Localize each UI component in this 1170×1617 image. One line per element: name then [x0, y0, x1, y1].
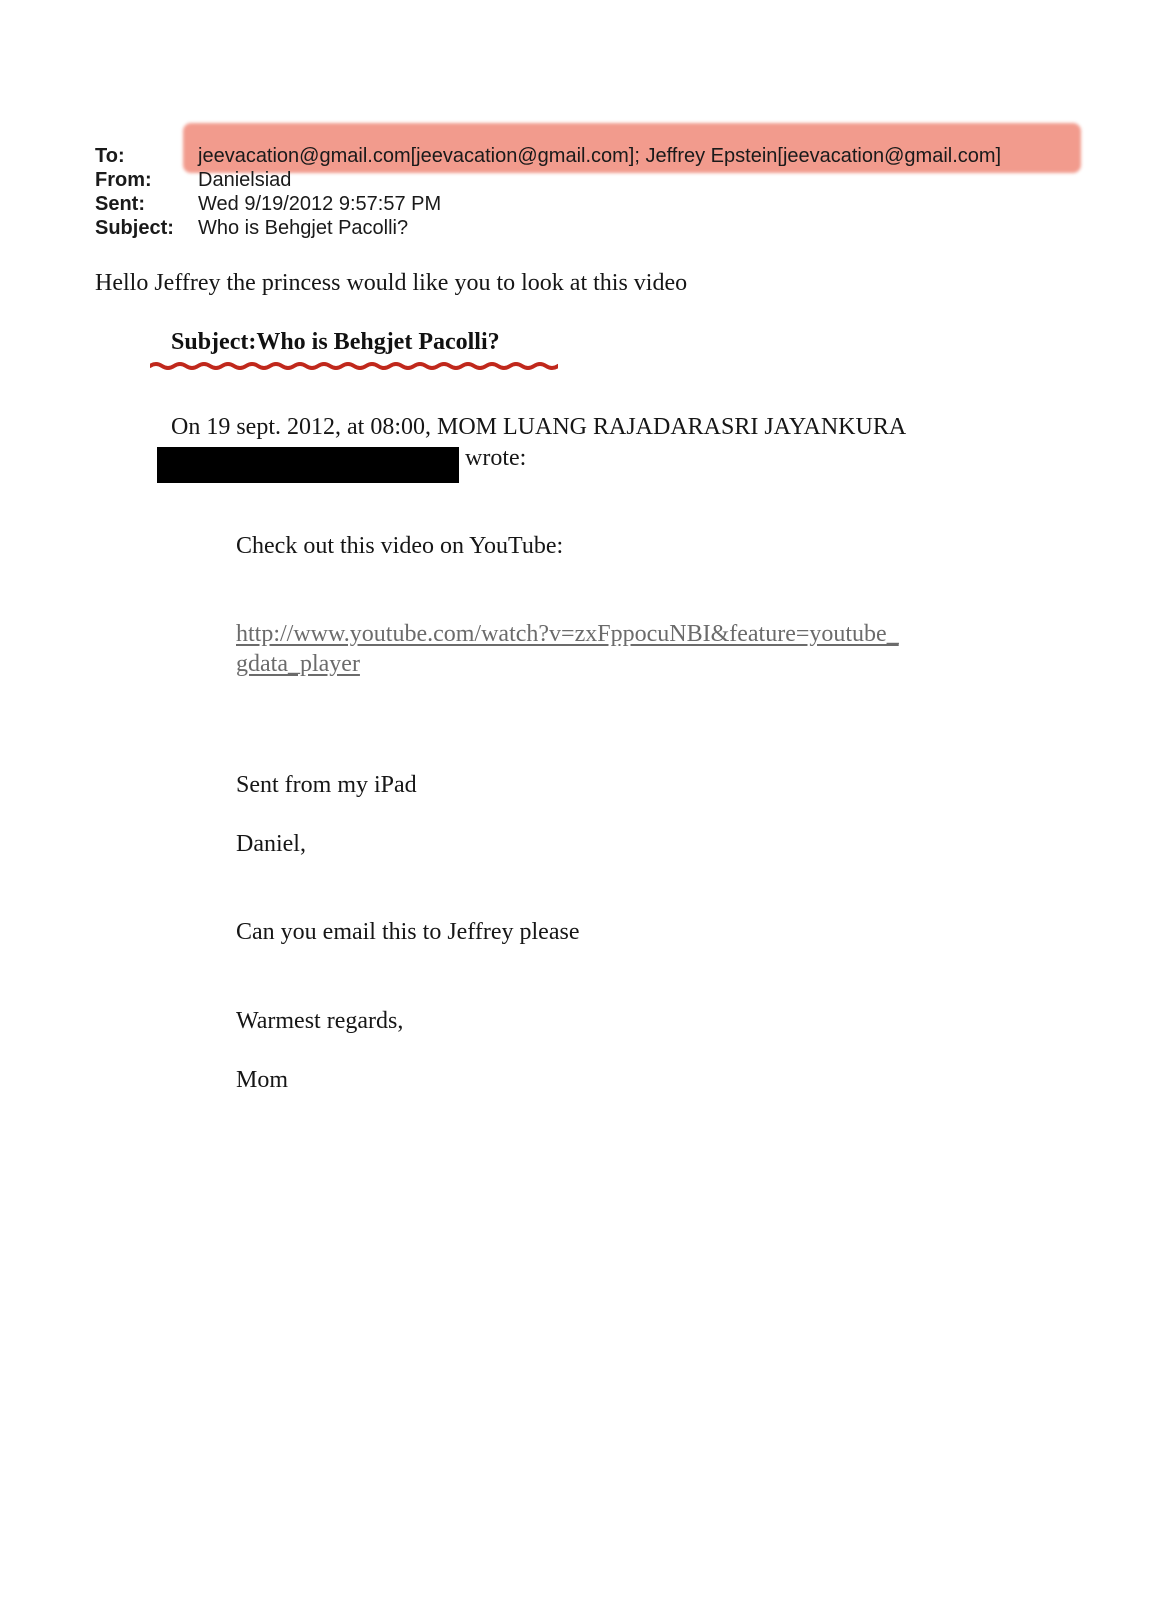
quote-attribution-line1: On 19 sept. 2012, at 08:00, MOM LUANG RAJADARASRI JAYANKURA: [171, 414, 907, 440]
quote-attribution-line2: wrote:: [465, 445, 527, 471]
sent-from-text: Sent from my iPad: [236, 772, 417, 798]
from-label: From:: [95, 169, 152, 191]
intro-text: Hello Jeffrey the princess would like you to look at this video: [95, 270, 688, 296]
sent-value: Wed 9/19/2012 9:57:57 PM: [198, 193, 442, 215]
subject-label: Subject:: [95, 217, 174, 239]
sent-label: Sent:: [95, 193, 145, 215]
check-out-text: Check out this video on YouTube:: [236, 533, 564, 559]
red-marker-underline: [150, 361, 558, 371]
subject-value: Who is Behgjet Pacolli?: [198, 217, 409, 239]
youtube-link-line1[interactable]: http://www.youtube.com/watch?v=zxFppocuNBI&feature=youtube_: [236, 621, 899, 647]
from-value: Danielsiad: [198, 169, 292, 191]
greeting-text: Daniel,: [236, 831, 306, 857]
signature-text: Mom: [236, 1067, 289, 1093]
forwarded-subject: Subject:Who is Behgjet Pacolli?: [171, 329, 500, 355]
to-value: jeevacation@gmail.com[jeevacation@gmail.com]; Jeffrey Epstein[jeevacation@gmail.com]: [198, 145, 1002, 167]
redaction-bar: [157, 447, 459, 483]
youtube-link-line2[interactable]: gdata_player: [236, 651, 360, 677]
regards-text: Warmest regards,: [236, 1008, 404, 1034]
to-label: To:: [95, 145, 125, 167]
request-text: Can you email this to Jeffrey please: [236, 919, 580, 945]
